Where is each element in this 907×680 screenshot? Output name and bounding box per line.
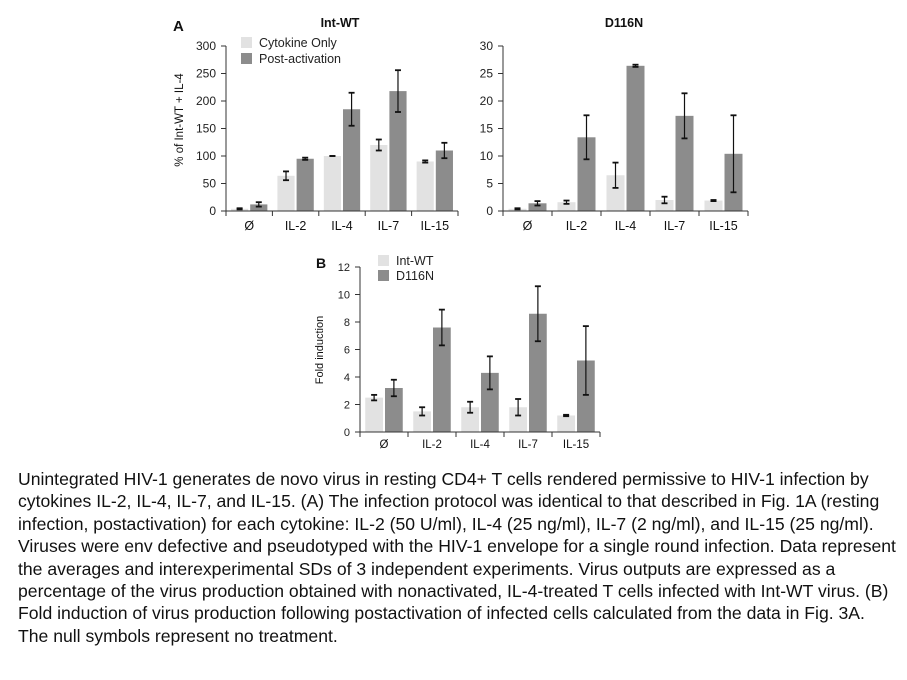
y-tick-label: 5 [486,176,493,191]
x-tick-label: IL-4 [331,219,353,233]
chart-title-a-int: Int-WT [320,16,360,30]
y-tick-label: 200 [195,94,216,108]
y-tick-label: 30 [479,39,493,53]
legend-label-b: Int-WT [396,254,434,268]
x-tick-label: Ø [522,219,533,233]
y-tick-label: 10 [479,149,493,163]
bar-a-int-dark [297,159,314,211]
figure-caption: Unintegrated HIV-1 generates de novo virus in resting CD4+ T cells rendered permissive to HIV-1 infection by cytokines IL-2, IL-4, IL-7, and IL-15. (A) The infection protocol was identical to that described in Fig. 1A (resting infection, postactivation) for each cytokine: IL-2 (50 U/ml), IL-4 (25 ng/ml), IL-7 (2 ng/ml), and IL-15 (25 ng/ml). Viruses were env defective and pseudotyped with the HIV-1 envelope for a single round infection. Data represent the averages and interexperimental SDs of 3 independent experiments. Virus outputs are expressed as a percentage of the virus production obtained with nonactivated, IL-4-treated T cells infected with Int-WT virus. (B) Fold induction of virus production following postactivation of infected cells calculated from the data in Fig. 3A. The null symbols represent no treatment. [18,469,896,646]
legend-swatch-a-int [241,37,252,48]
y-tick-label: 50 [202,176,216,191]
legend-label-a-int: Post-activation [259,52,341,66]
x-tick-label: IL-7 [663,219,686,233]
legend-swatch-a-int [241,53,252,64]
y-tick-label: 15 [479,121,493,136]
y-tick-label: 20 [479,94,493,108]
x-tick-label: IL-4 [470,439,490,451]
y-tick-label: 10 [337,289,350,302]
y-axis-label-a-int: % of Int-WT + IL-4 [174,73,186,167]
y-tick-label: 8 [343,317,350,329]
legend-swatch-b [378,255,389,266]
bar-a-int-light [370,145,387,211]
y-tick-label: 4 [343,372,350,384]
x-tick-label: IL-2 [565,219,588,233]
legend-swatch-b [378,270,389,281]
y-tick-label: 12 [337,262,350,274]
y-tick-label: 150 [195,121,216,136]
x-tick-label: IL-4 [614,219,637,233]
bar-a-d116n-dark [627,66,645,211]
bar-a-int-light [417,162,434,212]
panel-label-b: B [316,255,327,271]
x-tick-label: IL-2 [284,219,307,233]
legend-label-b: D116N [396,269,434,283]
bar-a-int-light [324,156,341,211]
x-tick-label: IL-15 [709,219,738,233]
x-tick-label: IL-7 [377,219,400,233]
x-tick-label: IL-7 [518,439,538,451]
bar-b-light [557,416,575,433]
x-tick-label: IL-15 [420,219,450,233]
x-tick-label: IL-2 [422,439,442,451]
chart-title-a-d116n: D116N [604,16,644,30]
y-tick-label: 0 [209,204,216,218]
y-tick-label: 2 [343,399,350,412]
x-tick-label: Ø [379,439,389,451]
x-tick-label: IL-15 [562,439,590,451]
x-tick-label: Ø [244,219,255,233]
bar-b-light [365,398,383,432]
bar-a-d116n-light [705,201,723,211]
y-axis-label-b: Fold induction [314,315,326,385]
y-tick-label: 100 [195,149,216,163]
legend-label-a-int: Cytokine Only [259,36,337,50]
y-tick-label: 25 [479,66,493,81]
y-tick-label: 0 [343,427,350,439]
y-tick-label: 300 [195,39,216,53]
y-tick-label: 250 [195,66,216,81]
bar-a-int-dark [436,151,453,212]
y-tick-label: 6 [343,344,350,357]
panel-label-a: A [173,18,184,35]
y-tick-label: 0 [486,204,493,218]
